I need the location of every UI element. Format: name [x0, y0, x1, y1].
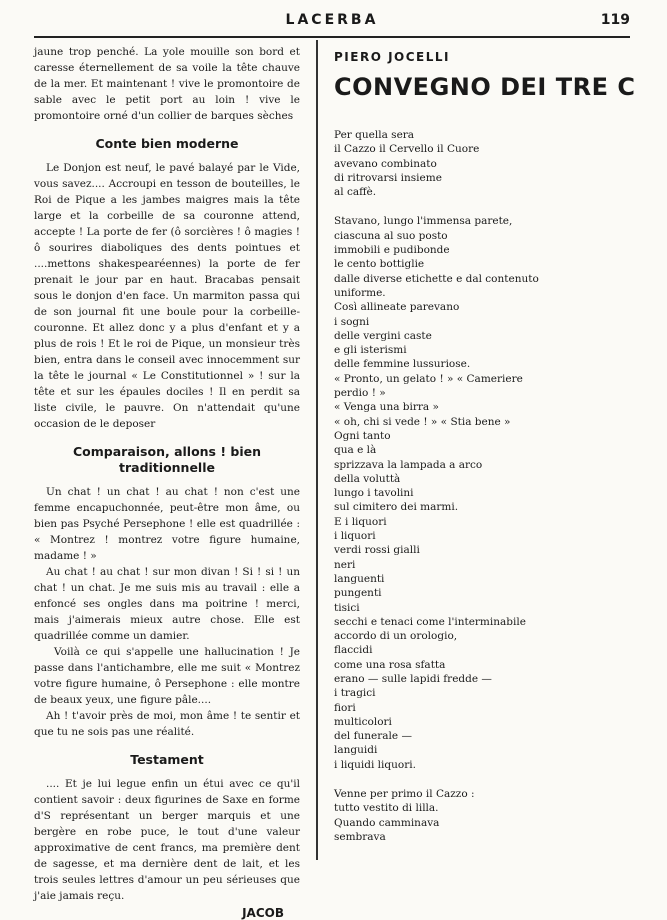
- journal-title: LACERBA: [285, 12, 379, 28]
- poem-line: verdi rossi gialli: [334, 544, 420, 557]
- poem-line: sul cimitero dei marmi.: [334, 501, 459, 514]
- poem-line: erano — sulle lapidi fredde —: [334, 672, 492, 685]
- poem-line: delle vergini caste: [334, 329, 432, 342]
- poem-line: perdio ! »: [334, 387, 386, 400]
- poem-line: neri: [334, 558, 356, 571]
- poem-line: di ritrovarsi insieme: [334, 171, 442, 184]
- poem-stanza: [334, 787, 614, 844]
- signature: JACOB: [242, 906, 284, 920]
- poem-line: qua e là: [334, 444, 377, 457]
- poem-line: « oh, chi si vede ! » « Stia bene »: [334, 415, 511, 428]
- poem-title: CONVEGNO DEI TRE C: [334, 73, 636, 101]
- poem-line: ciascuna al suo posto: [334, 229, 448, 242]
- poem-stanza: [334, 128, 614, 199]
- paragraph-comparaison-3: Voilà ce qui s'appelle une hallucination ! Je passe dans l'antichambre, elle me suit « Montrez votre figure humaine, ô Persephone : elle montre de beaux yeux, une figure pâle....: [34, 646, 300, 706]
- running-header: [34, 10, 630, 32]
- poem-line: i tragici: [334, 687, 376, 700]
- intro-paragraph: jaune trop penché. La yole mouille son bord et caresse éternellement de sa voile la tête chauve de la mer. Et maintenant ! vive le promontoire de sable avec le petit port au loin ! vive le promontoire orné d'un collier de barques sèches: [34, 46, 300, 122]
- poem-line: Stavano, lungo l'immensa parete,: [334, 215, 513, 228]
- poem-line: flaccidi: [334, 644, 373, 657]
- poem-line: i sogni: [334, 315, 370, 328]
- poem-line: pungenti: [334, 587, 382, 600]
- poem-line: accordo di un orologio,: [334, 630, 458, 643]
- poem-line: delle femmine lussuriose.: [334, 358, 471, 371]
- section-heading-testament: Testament: [130, 752, 204, 767]
- poem-line: il Cazzo il Cervello il Cuore: [334, 143, 480, 156]
- right-column: [334, 44, 636, 859]
- poem-line: avevano combinato: [334, 157, 437, 170]
- poem-line: E i liquori: [334, 515, 387, 528]
- poem-stanza: [334, 214, 614, 772]
- section-heading-comparaison: Comparaison, allons ! bien traditionnelle: [72, 444, 262, 475]
- header-rule: [34, 36, 630, 38]
- poem-line: sembrava: [334, 830, 386, 843]
- poem-line: « Pronto, un gelato ! » « Cameriere: [334, 372, 523, 385]
- poem-line: languidi: [334, 744, 378, 757]
- poem-line: sprizzava la lampada a arco: [334, 458, 483, 471]
- poem-line: al caffè.: [334, 186, 377, 199]
- poem-line: della voluttà: [334, 472, 401, 485]
- poem-line: come una rosa sfatta: [334, 658, 446, 671]
- poem-line: uniforme.: [334, 286, 386, 299]
- poem-line: immobili e pudibonde: [334, 244, 450, 257]
- column-divider: [316, 40, 318, 860]
- paragraph-testament: .... Et je lui legue enfin un étui avec ce qu'il contient savoir : deux figurines de Saxe en forme d'S représentant un berger marquis et une bergère en robe puce, le tout d'une valeur approximative de cent francs, ma première dent de sagesse, et ma dernière dent de lait, et les trois seules lettres d'amour un peu sérieuses que j'aie jamais reçu.: [34, 778, 300, 902]
- poem-line: secchi e tenaci come l'interminabile: [334, 615, 526, 628]
- poem-line: i liquidi liquori.: [334, 758, 416, 771]
- poem-line: del funerale —: [334, 730, 412, 743]
- poem-line: Così allineate parevano: [334, 301, 460, 314]
- poem-line: languenti: [334, 572, 385, 585]
- poem-line: Per quella sera: [334, 129, 415, 141]
- poem-line: i liquori: [334, 530, 376, 543]
- poem-line: Quando camminava: [334, 816, 440, 829]
- poem-line: « Venga una birra »: [334, 401, 439, 414]
- poem-line: dalle diverse etichette e dal contenuto: [334, 272, 539, 285]
- poem-line: fiori: [334, 701, 356, 714]
- left-column: [34, 44, 300, 920]
- paragraph-conte: Le Donjon est neuf, le pavé balayé par le Vide, vous savez.... Accroupi en tesson de bouteilles, le Roi de Pique a les jambes maigres mais la tête large et la corbeille de sa couronne attend, accepte ! La porte de fer (ô sorcières ! ô magies ! ô sourires diaboliques des dents pointues et ....mettons shakespearéennes) la porte de fer prenait le jour par en haut. Bracabas pensait sous le donjon d'en face. Un marmiton passa qui de son journal fit une boule pour la corbeille-couronne. Et allez donc y a plus d'enfant et y a plus de rois ! Et le roi de Pique, un monsieur très bien, entra dans le conseil avec innocemment sur la tête le journal « Le Constitutionnel » ! sur la tête et sur les épaules dociles ! Il en perdit sa liste civile, le pauvre. On n'attendait qu'une occasion de le deposer: [34, 162, 300, 430]
- poem-line: multicolori: [334, 715, 392, 728]
- poem-line: Ogni tanto: [334, 429, 391, 442]
- paragraph-comparaison-2: Au chat ! au chat ! sur mon divan ! Si ! si ! un chat ! un chat. Je me suis mis au travail : elle a enfoncé ses ongles dans ma poitrine ! merci, mais j'aimerais mieux autre chose. Elle est quadrillée comme un damier.: [34, 566, 300, 642]
- poem-body: [334, 128, 614, 844]
- section-heading-conte: Conte bien moderne: [95, 136, 239, 151]
- paragraph-comparaison-4: Ah ! t'avoir près de moi, mon âme ! te sentir et que tu ne sois pas une réalité.: [34, 710, 300, 738]
- poem-line: Venne per primo il Cazzo :: [334, 788, 475, 801]
- poem-line: tutto vestito di lilla.: [334, 802, 439, 815]
- poem-line: le cento bottiglie: [334, 258, 425, 271]
- poem-line: lungo i tavolini: [334, 487, 414, 500]
- poem-line: e gli isterismi: [334, 344, 407, 357]
- poem-line: tisici: [334, 601, 360, 614]
- paragraph-comparaison-1: Un chat ! un chat ! au chat ! non c'est une femme encapuchonnée, peut-être mon âme, ou bien pas Psyché Persephone ! elle est quadrillée : « Montrez ! montrez votre figure humaine, madame ! »: [34, 486, 300, 562]
- page-number: 119: [600, 12, 630, 28]
- poem-author: PIERO JOCELLI: [334, 50, 451, 64]
